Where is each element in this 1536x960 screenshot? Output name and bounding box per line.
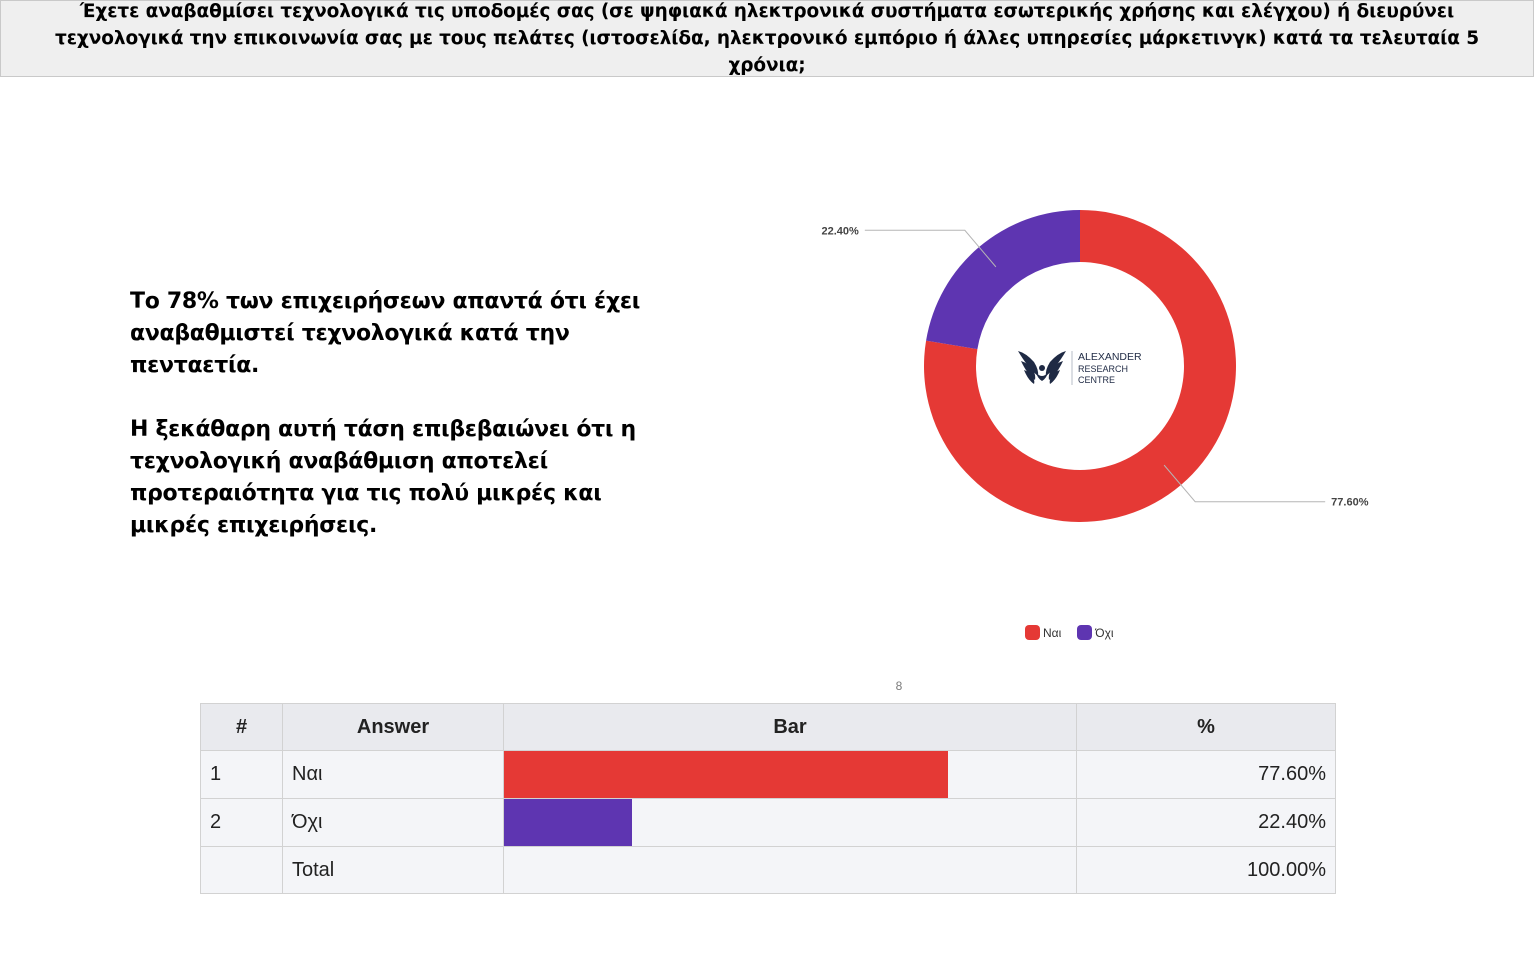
row-bar-cell	[504, 799, 1077, 847]
question-title: Έχετε αναβαθμίσει τεχνολογικά τις υποδομές σας (σε ψηφιακά ηλεκτρονικά συστήματα εσωτερικής χρήσης και ελέγχου) ή διευρύνει τεχνολογικά την επικοινωνία σας με τους πελάτες (ιστοσελίδα, ηλεκτρονικό εμπόριο ή άλλες υπηρεσίες μάρκετινγκ) κατά τα τελευταία 5 χρόνια;	[55, 1, 1479, 76]
legend-label-yes: Ναι	[1043, 625, 1062, 640]
header-bar: Bar	[504, 704, 1077, 751]
table-row	[201, 751, 1336, 799]
question-header	[0, 0, 1534, 77]
page-number: 8	[895, 679, 903, 693]
logo-line-1: ALEXANDER	[1078, 351, 1142, 363]
row-num: 1	[201, 751, 283, 799]
legend-label-no: Όχι	[1095, 625, 1114, 640]
table-row	[201, 799, 1336, 847]
chart-legend	[1025, 625, 1114, 640]
row-bar-cell	[504, 751, 1077, 799]
results-table	[200, 703, 1336, 894]
donut-slice-no	[926, 210, 1080, 349]
row-bar-no	[504, 799, 632, 846]
summary-paragraph-2: Η ξεκάθαρη αυτή τάση επιβεβαιώνει ότι η τεχνολογική αναβάθμιση αποτελεί προτεραιότητα για τις πολύ μικρές και μικρές επιχειρήσεις.	[130, 417, 636, 538]
logo-line-2: RESEARCH	[1078, 364, 1129, 374]
header-num: #	[201, 704, 283, 751]
legend-swatch-no	[1077, 625, 1092, 640]
legend-swatch-yes	[1025, 625, 1040, 640]
row-percent: 77.60%	[1077, 751, 1336, 799]
donut-chart	[780, 190, 1369, 550]
row-bar-yes	[504, 751, 948, 798]
total-label: Total	[283, 847, 504, 894]
legend-item-no	[1077, 625, 1113, 640]
row-answer: Όχι	[283, 799, 504, 847]
total-bar-cell	[504, 847, 1077, 894]
data-label-yes: 77.60%	[1331, 496, 1369, 509]
data-label-no: 22.40%	[821, 225, 859, 238]
legend-item-yes	[1025, 625, 1061, 640]
row-answer: Ναι	[283, 751, 504, 799]
header-percent: %	[1077, 704, 1336, 751]
alexander-research-centre-logo	[1018, 351, 1142, 385]
row-percent: 22.40%	[1077, 799, 1336, 847]
logo-line-3: CENTRE	[1078, 375, 1116, 385]
summary-paragraph-1: Το 78% των επιχειρήσεων απαντά ότι έχει αναβαθμιστεί τεχνολογικά κατά την πενταετία.	[130, 289, 641, 378]
summary-text	[130, 286, 650, 574]
table-header-row	[201, 704, 1336, 751]
header-answer: Answer	[283, 704, 504, 751]
total-num	[201, 847, 283, 894]
winged-crest-icon	[1018, 351, 1066, 384]
row-num: 2	[201, 799, 283, 847]
total-percent: 100.00%	[1077, 847, 1336, 894]
table-total-row	[201, 847, 1336, 894]
